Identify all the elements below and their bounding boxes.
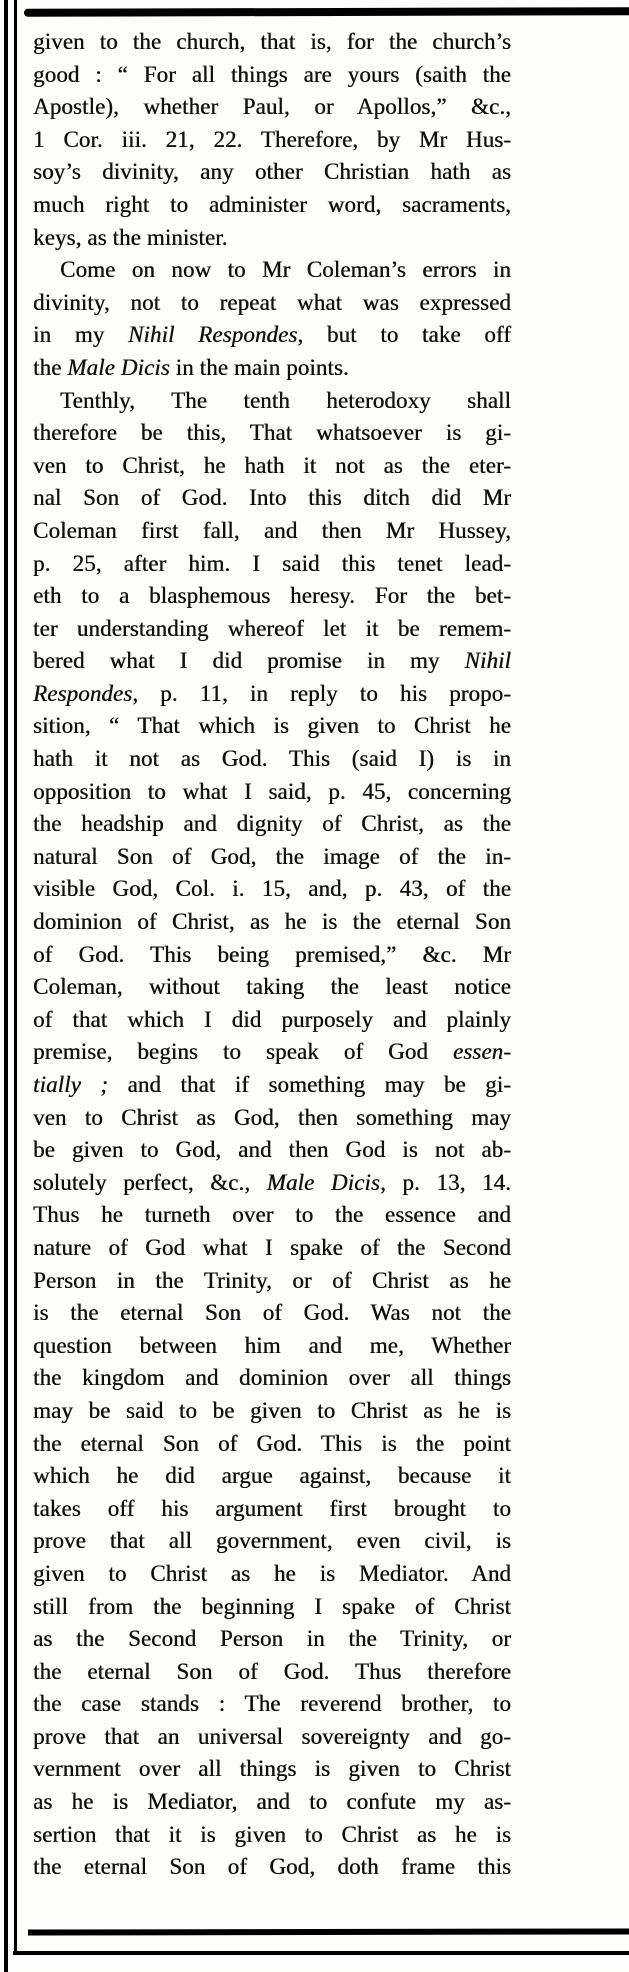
text-line [33, 743, 511, 776]
text-line [33, 1786, 511, 1819]
text-line [33, 873, 511, 906]
text-line [33, 1199, 511, 1232]
text-segment: the eternal Son of God. Thus therefore [33, 1658, 511, 1684]
text-line [33, 1232, 511, 1265]
text-line [33, 580, 511, 613]
text-line [33, 1623, 511, 1656]
text-line [33, 808, 511, 841]
text-segment: visible God, Col. i. 15, and, p. 43, of the [33, 876, 511, 902]
text-segment: prove that an universal sovereignty and go- [33, 1723, 511, 1749]
text-line [33, 26, 511, 59]
text-line [33, 1134, 511, 1167]
text-line [33, 1069, 511, 1102]
text-line [33, 222, 511, 255]
text-segment: and that if something may be gi- [108, 1072, 511, 1097]
text-segment: keys, as the minister. [33, 224, 228, 250]
text-line [33, 1819, 511, 1852]
text-segment: nal Son of God. Into this ditch did Mr [33, 485, 511, 511]
text-line [33, 482, 511, 515]
text-segment: as the Second Person in the Trinity, or [33, 1626, 511, 1652]
text-segment: much right to administer word, sacraments, [33, 191, 511, 217]
text-segment: the kingdom and dominion over all things [33, 1365, 511, 1391]
text-segment: Coleman first fall, and then Mr Hussey, [33, 517, 511, 543]
text-segment: , p. 11, in reply to his propo- [132, 680, 511, 706]
text-line [33, 645, 511, 678]
text-line [33, 1591, 511, 1624]
text-line [33, 1102, 511, 1135]
text-line [33, 352, 511, 385]
text-line [33, 1265, 511, 1298]
text-segment: in the main points. [169, 354, 349, 380]
text-line [33, 776, 511, 809]
text-segment: question between him and me, Whether [33, 1332, 511, 1358]
text-segment: eth to a blasphemous heresy. For the bet- [33, 583, 511, 609]
text-line [33, 1460, 511, 1493]
text-segment: premise, begins to speak of God [33, 1039, 453, 1065]
page-top-edge-rule [24, 7, 629, 17]
text-column [33, 26, 511, 1884]
text-line [33, 1558, 511, 1591]
text-segment: of that which I did purposely and plainly [33, 1006, 511, 1032]
text-line [33, 156, 511, 189]
scan-left-rule-outer [4, 0, 8, 1972]
text-line [33, 1036, 511, 1069]
text-line [33, 91, 511, 124]
text-line [33, 189, 511, 222]
text-segment: is the eternal Son of God. Was not the [33, 1300, 511, 1326]
text-line [33, 1004, 511, 1037]
text-segment: ven to Christ as God, then something may [33, 1104, 511, 1130]
text-segment: given to the church, that is, for the church’s [33, 29, 511, 54]
text-segment: solutely perfect, &c., [33, 1169, 267, 1195]
text-segment: sition, “ That which is given to Christ he [33, 713, 511, 739]
text-line [33, 1428, 511, 1461]
text-segment: Thus he turneth over to the essence and [33, 1202, 511, 1228]
text-line [33, 319, 511, 352]
text-segment: Apostle), whether Paul, or Apollos,” &c., [33, 94, 511, 120]
text-line [33, 1395, 511, 1428]
text-segment: the case stands : The reverend brother, to [33, 1691, 511, 1717]
italic-text-segment: essen- [452, 1039, 511, 1065]
text-line [33, 59, 511, 92]
text-line [33, 1297, 511, 1330]
text-segment: therefore be this, That whatsoever is gi- [33, 420, 511, 446]
text-segment: the headship and dignity of Christ, as the [33, 811, 511, 837]
text-segment: as he is Mediator, and to confute my as- [33, 1789, 511, 1815]
text-segment: Come on now to Mr Coleman’s errors in [60, 257, 511, 283]
text-line [33, 1851, 511, 1884]
text-line [33, 385, 511, 418]
text-segment: , but to take off [297, 322, 511, 348]
text-line [33, 906, 511, 939]
text-line [33, 450, 511, 483]
page-bottom-edge-rule-2 [13, 1951, 629, 1955]
text-line [33, 1493, 511, 1526]
text-segment: given to Christ as he is Mediator. And [33, 1560, 511, 1586]
text-line [33, 710, 511, 743]
text-segment: hath it not as God. This (said I) is in [33, 746, 511, 772]
text-line [33, 1656, 511, 1689]
text-line [33, 971, 511, 1004]
text-segment: takes off his argument first brought to [33, 1495, 511, 1521]
text-segment: the eternal Son of God, doth frame this [33, 1854, 511, 1880]
text-line [33, 124, 511, 157]
italic-text-segment: Male Dicis [67, 354, 170, 380]
text-segment: dominion of Christ, as he is the eternal Son [33, 909, 511, 935]
text-line [33, 1167, 511, 1200]
text-line [33, 515, 511, 548]
text-line [33, 678, 511, 711]
text-segment: may be said to be given to Christ as he is [33, 1397, 511, 1423]
text-segment: nature of God what I spake of the Second [33, 1234, 511, 1260]
text-segment: bered what I did promise in my [33, 648, 465, 674]
text-line [33, 548, 511, 581]
text-segment: sertion that it is given to Christ as he is [33, 1821, 511, 1847]
text-line [33, 1753, 511, 1786]
page-bottom-edge-rule-1 [28, 1928, 629, 1935]
text-line [33, 939, 511, 972]
text-line [33, 1721, 511, 1754]
italic-text-segment: Respondes [33, 680, 133, 706]
text-segment: Tenthly, The tenth heterodoxy shall [60, 387, 511, 413]
text-segment: the eternal Son of God. This is the point [33, 1430, 511, 1456]
text-segment: , p. 13, 14. [379, 1169, 511, 1195]
text-segment: which he did argue against, because it [33, 1463, 511, 1489]
text-line [33, 254, 511, 287]
text-segment: the [33, 354, 68, 380]
text-segment: Coleman, without taking the least notice [33, 974, 511, 1000]
text-segment: 1 Cor. iii. 21, 22. Therefore, by Mr Hus- [33, 126, 511, 152]
text-segment: still from the beginning I spake of Christ [33, 1593, 511, 1619]
text-line [33, 417, 511, 450]
text-segment: natural Son of God, the image of the in- [33, 843, 511, 869]
text-segment: Person in the Trinity, or of Christ as he [33, 1267, 511, 1293]
text-line [33, 613, 511, 646]
text-segment: opposition to what I said, p. 45, concerning [33, 778, 511, 804]
italic-text-segment: tially ; [33, 1072, 109, 1097]
text-line [33, 287, 511, 320]
text-segment: prove that all government, even civil, is [33, 1528, 511, 1554]
text-segment: vernment over all things is given to Christ [33, 1756, 511, 1782]
text-segment: be given to God, and then God is not ab- [33, 1137, 511, 1163]
text-segment: good : “ For all things are yours (saith the [33, 61, 511, 87]
text-line [33, 841, 511, 874]
text-line [33, 1688, 511, 1721]
text-segment: p. 25, after him. I said this tenet lead- [33, 550, 511, 576]
text-line [33, 1362, 511, 1395]
text-segment: ven to Christ, he hath it not as the eter- [33, 452, 511, 478]
text-segment: in my [33, 322, 128, 348]
scan-left-rule-inner [14, 0, 17, 1954]
text-segment: of God. This being premised,” &c. Mr [33, 941, 511, 967]
text-segment: ter understanding whereof let it be remem- [33, 615, 511, 641]
text-segment: divinity, not to repeat what was expressed [33, 289, 511, 315]
italic-text-segment: Nihil Respondes [127, 322, 298, 348]
text-line [33, 1330, 511, 1363]
text-segment: soy’s divinity, any other Christian hath as [33, 159, 511, 185]
italic-text-segment: Male Dicis [266, 1169, 380, 1195]
italic-text-segment: Nihil [464, 648, 511, 674]
text-line [33, 1525, 511, 1558]
